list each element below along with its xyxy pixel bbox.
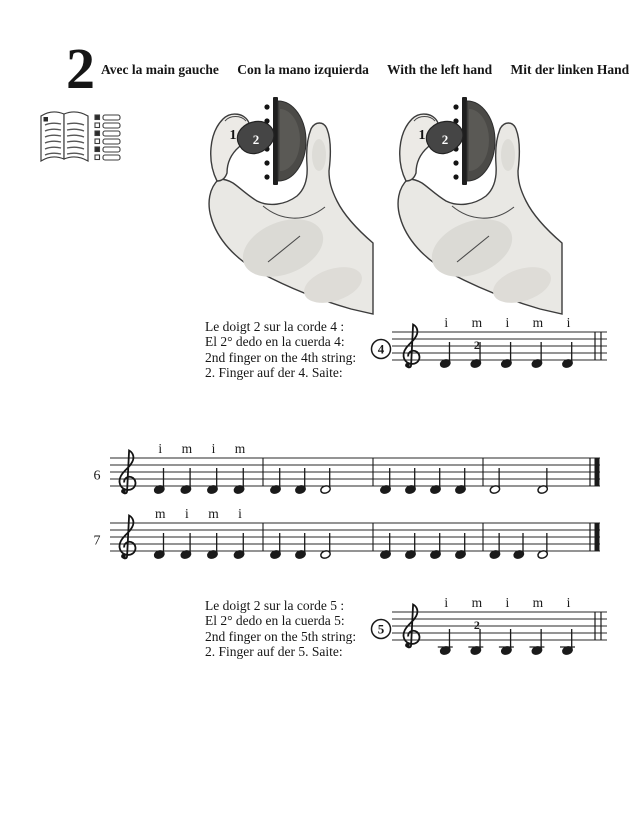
svg-text:i: i [566,315,571,330]
instruction-line-fr: Le doigt 2 sur la corde 4 : [205,319,345,334]
svg-text:4: 4 [377,341,385,357]
page-exercise-number: 2 [66,36,95,101]
instruction-line-fr: Le doigt 2 sur la corde 5 : [205,598,345,613]
svg-text:m: m [208,506,219,521]
svg-text:i: i [211,441,216,456]
instruction-line-de: 2. Finger auf der 5. Saite: [205,644,343,660]
staff-ex5 [372,595,608,655]
svg-text:i: i [505,595,510,610]
lesson-title-en: With the left hand [387,62,493,77]
svg-text:m: m [234,441,246,456]
staff-7 [94,506,601,559]
svg-text:i: i [238,506,242,521]
svg-text:m: m [471,595,483,610]
lesson-title-de: Mit der linken Hand [510,62,630,77]
svg-text:i: i [566,595,571,610]
lesson-title-es: Con la mano izquierda [237,62,369,77]
svg-text:i: i [158,441,163,456]
svg-text:m: m [155,506,166,521]
svg-text:m: m [532,315,544,330]
svg-text:i: i [444,315,449,330]
svg-text:i: i [505,315,510,330]
svg-text:7: 7 [93,533,101,549]
svg-text:5: 5 [377,621,385,637]
instruction-line-de: 2. Finger auf der 4. Saite: [205,365,343,381]
svg-text:2: 2 [473,338,480,352]
instruction-line-es: El 2° dedo en la cuerda 4: [205,334,345,350]
svg-text:m: m [532,595,544,610]
svg-text:m: m [181,441,193,456]
svg-text:6: 6 [93,468,101,484]
svg-text:2: 2 [473,618,480,632]
svg-text:i: i [444,595,449,610]
staff-ex4 [372,315,608,368]
staff-6 [94,441,601,494]
instruction-line-es: El 2° dedo en la cuerda 5: [205,613,345,629]
lesson-title-fr: Avec la main gauche [101,62,219,77]
instruction-line-en: 2nd finger on the 4th string: [205,349,357,365]
instruction-line-en: 2nd finger on the 5th string: [205,628,357,644]
svg-text:m: m [471,315,483,330]
svg-text:i: i [185,506,189,521]
